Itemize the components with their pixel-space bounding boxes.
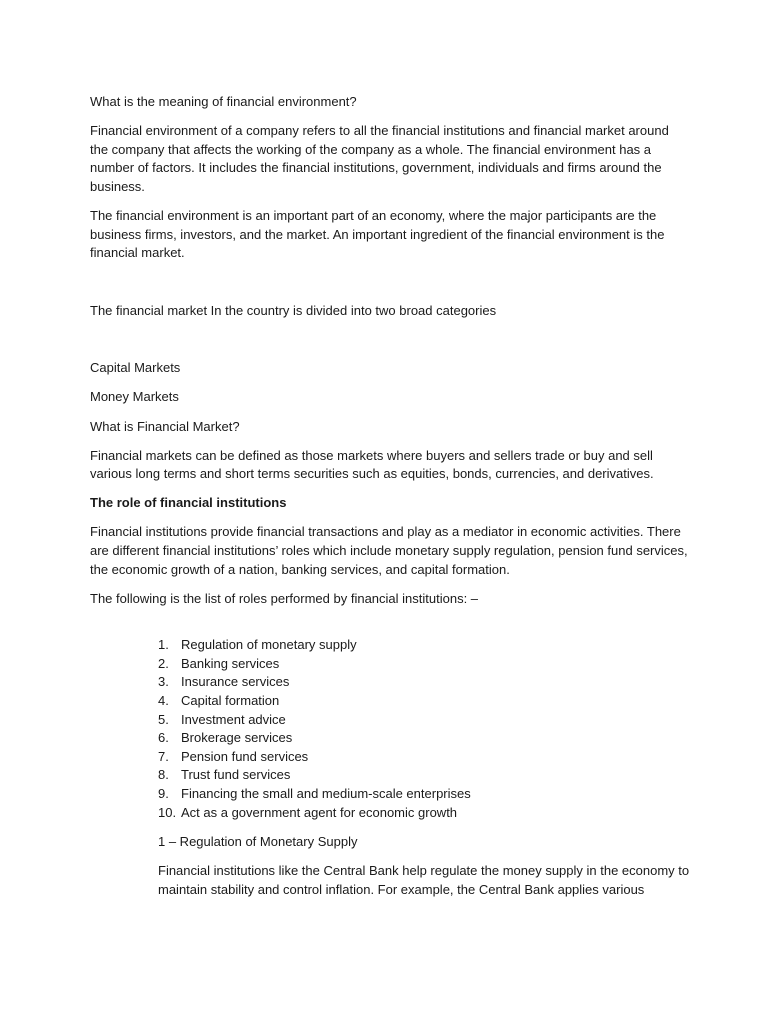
list-item-number: 3. xyxy=(158,674,169,690)
list-item xyxy=(158,748,690,767)
list-item-text: Financing the small and medium-scale enterprises xyxy=(181,786,471,802)
list-item-number: 1. xyxy=(158,637,169,653)
list-item-number: 7. xyxy=(158,748,169,764)
list-item-text: Pension fund services xyxy=(181,748,309,764)
heading-role-of-financial-institutions: The role of financial institutions xyxy=(90,495,287,511)
list-item-text: Act as a government agent for economic growth xyxy=(181,804,458,820)
paragraph-financial-environment-definition: Financial environment of a company refers to all the financial institutions and financial market around the company that affects the working of the company as a whole. The financial environment has a number of factors. It includes the financial institutions, government, individuals and firms around the business. xyxy=(90,123,669,194)
list-item-text: Trust fund services xyxy=(181,767,291,783)
list-item xyxy=(158,636,690,655)
list-item-text: Banking services xyxy=(181,655,280,671)
list-item xyxy=(158,673,690,692)
list-item-text: Insurance services xyxy=(181,674,290,690)
list-item xyxy=(158,785,690,804)
list-item-text: Regulation of monetary supply xyxy=(181,637,357,653)
list-item-number: 9. xyxy=(158,786,169,802)
paragraph-central-bank-regulation: Financial institutions like the Central Bank help regulate the money supply in the economy to maintain stability and control inflation. For example, the Central Bank applies various xyxy=(158,863,690,897)
roles-list xyxy=(158,636,690,822)
paragraph-financial-market-definition: Financial markets can be defined as those markets where buyers and sellers trade or buy and sell various long terms and short terms securities such as equities, bonds, currencies, and derivatives. xyxy=(90,447,654,482)
subheading-regulation-of-monetary-supply: 1 – Regulation of Monetary Supply xyxy=(158,834,358,850)
question-financial-market: What is Financial Market? xyxy=(90,418,240,434)
paragraph-financial-environment-importance: The financial environment is an important part of an economy, where the major participants are the business firms, investors, and the market. An important ingredient of the financial environment is the financial market. xyxy=(90,207,665,261)
list-item xyxy=(158,655,690,674)
list-item-number: 10. xyxy=(158,804,177,820)
list-item xyxy=(158,766,690,785)
category-capital-markets: Capital Markets xyxy=(90,360,181,376)
list-item-number: 4. xyxy=(158,693,169,709)
paragraph-market-categories: The financial market In the country is divided into two broad categories xyxy=(90,302,497,318)
list-item xyxy=(158,711,690,730)
list-item-text: Brokerage services xyxy=(181,730,293,746)
list-item xyxy=(158,729,690,748)
list-item-text: Capital formation xyxy=(181,693,280,709)
paragraph-list-intro: The following is the list of roles performed by financial institutions: – xyxy=(90,590,479,606)
list-item xyxy=(158,692,690,711)
list-item-number: 5. xyxy=(158,711,169,727)
list-item-number: 6. xyxy=(158,730,169,746)
list-item-number: 8. xyxy=(158,767,169,783)
paragraph-financial-institutions-roles: Financial institutions provide financial transactions and play as a mediator in economic activities. There are different financial institutions’ roles which include monetary supply regulation, pension fund services, the economic growth of a nation, banking services, and capital formation. xyxy=(90,524,688,577)
category-money-markets: Money Markets xyxy=(90,389,179,405)
document-page xyxy=(90,93,690,910)
list-item-text: Investment advice xyxy=(181,711,286,727)
list-item xyxy=(158,804,690,823)
question-financial-environment: What is the meaning of financial environment? xyxy=(90,94,357,109)
list-item-number: 2. xyxy=(158,655,169,671)
